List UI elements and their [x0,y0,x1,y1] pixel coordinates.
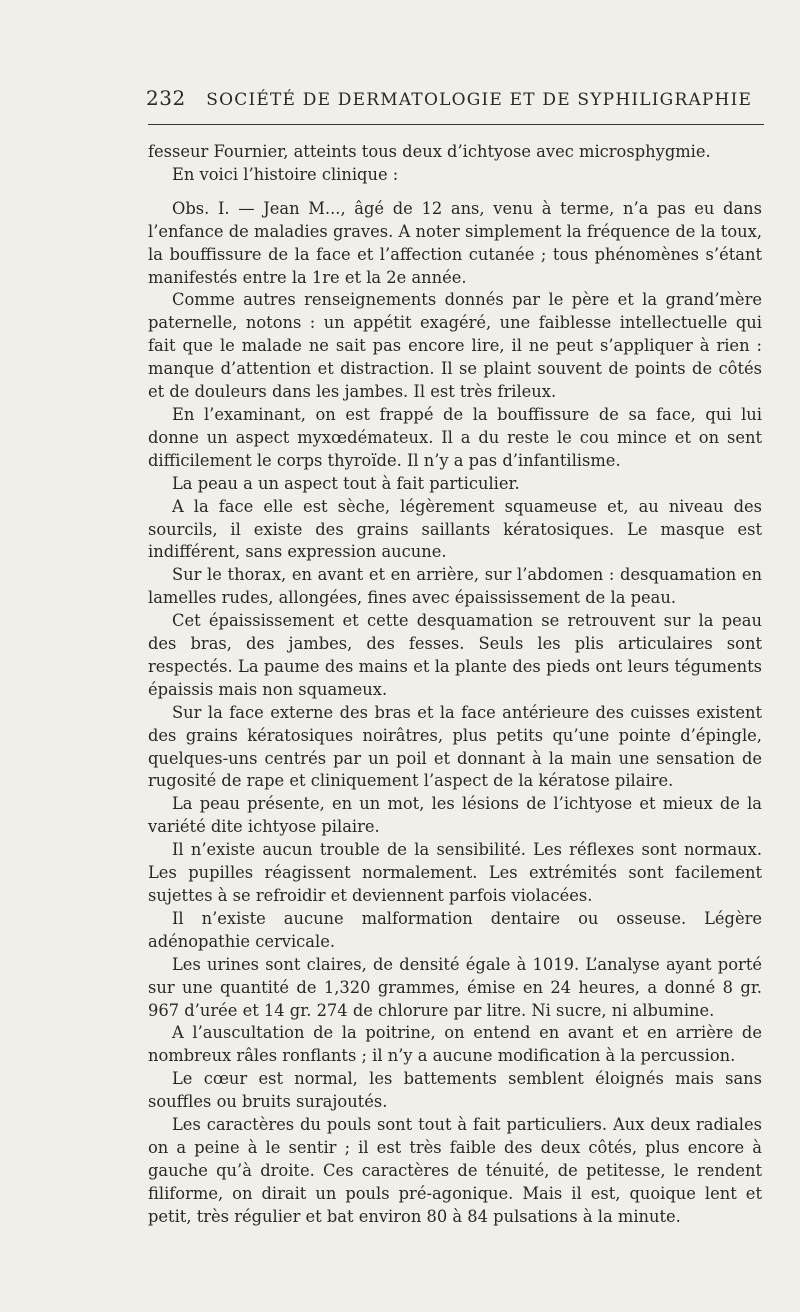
body-text [148,141,762,1229]
running-header [146,86,766,110]
paragraph: Comme autres renseignements donnés par le père et la grand’mère paternelle, notons : un appétit exagéré, une faiblesse intellectuelle qui fait que le malade ne sait pas encore lire, il ne peut s’appliquer à rien : manque d’attention et distraction. Il se plaint souvent de points de côtés et de douleurs dans les jambes. Il est très frileux. [148,290,762,402]
paragraph: A la face elle est sèche, légèrement squameuse et, au niveau des sourcils, il existe des grains saillants kératosiques. Le masque est indifférent, sans expression aucune. [148,496,762,562]
paragraph: Les caractères du pouls sont tout à fait particuliers. Aux deux radiales on a peine à le sentir ; il est très faible des deux côtés, plus encore à gauche qu’à droite. Ces caractères de ténuité, de petitesse, le rendent filiforme, on dirait un pouls pré-agonique. Mais il est, quoique lent et petit, très régulier et bat environ 80 à 84 pulsations à la minute. [148,1115,762,1226]
paragraph: A l’auscultation de la poitrine, on entend en avant et en arrière de nombreux râles ronflants ; il n’y a aucune modification à la percussion. [148,1023,762,1066]
paragraph: Il n’existe aucune malformation dentaire ou osseuse. Légère adénopathie cervicale. [148,908,762,951]
page-number: 232 [146,86,186,110]
running-title: SOCIÉTÉ DE DERMATOLOGIE ET DE SYPHILIGRAPHIE [206,90,753,110]
paragraph: fesseur Fournier, atteints tous deux d’ichtyose avec microsphygmie. [148,142,711,161]
observation-paragraph: Obs. I. — Jean M..., âgé de 12 ans, venu à terme, n’a pas eu dans l’enfance de maladies graves. A noter simplement la fréquence de la toux, la bouffissure de la face et l’affection cutanée ; tous phénomènes s’étant manifestés entre la 1re et la 2e année. [148,198,762,287]
paragraph: Le cœur est normal, les battements semblent éloignés mais sans souffles ou bruits surajoutés. [148,1069,762,1112]
paragraph: Les urines sont claires, de densité égale à 1019. L’analyse ayant porté sur une quantité de 1,320 grammes, émise en 24 heures, a donné 8 gr. 967 d’urée et 14 gr. 274 de chlorure par litre. Ni sucre, ni albumine. [148,954,762,1020]
paragraph: Sur le thorax, en avant et en arrière, sur l’abdomen : desquamation en lamelles rudes, allongées, fines avec épaississement de la peau. [148,565,762,608]
paragraph: La peau présente, en un mot, les lésions de l’ichtyose et mieux de la variété dite ichtyose pilaire. [148,794,762,837]
paragraph: Sur la face externe des bras et la face antérieure des cuisses existent des grains kératosiques noirâtres, plus petits qu’une pointe d’épingle, quelques-uns centrés par un poil et donnant à la main une sensation de rugosité de rape et cliniquement l’aspect de la kératose pilaire. [148,702,762,791]
header-rule [148,124,764,125]
paragraph: En l’examinant, on est frappé de la bouffissure de sa face, qui lui donne un aspect myxœdémateux. Il a du reste le cou mince et on sent difficilement le corps thyroïde. Il n’y a pas d’infantilisme. [148,404,762,470]
paragraph: Il n’existe aucun trouble de la sensibilité. Les réflexes sont normaux. Les pupilles réagissent normalement. Les extrémités sont facilement sujettes à se refroidir et deviennent parfois violacées. [148,840,762,905]
paragraph: En voici l’histoire clinique : [172,164,399,184]
paragraph: La peau a un aspect tout à fait particulier. [172,473,520,493]
paragraph: Cet épaississement et cette desquamation se retrouvent sur la peau des bras, des jambes, des fesses. Seuls les plis articulaires sont respectés. La paume des mains et la plante des pieds ont leurs téguments épaissis mais non squameux. [148,611,762,699]
